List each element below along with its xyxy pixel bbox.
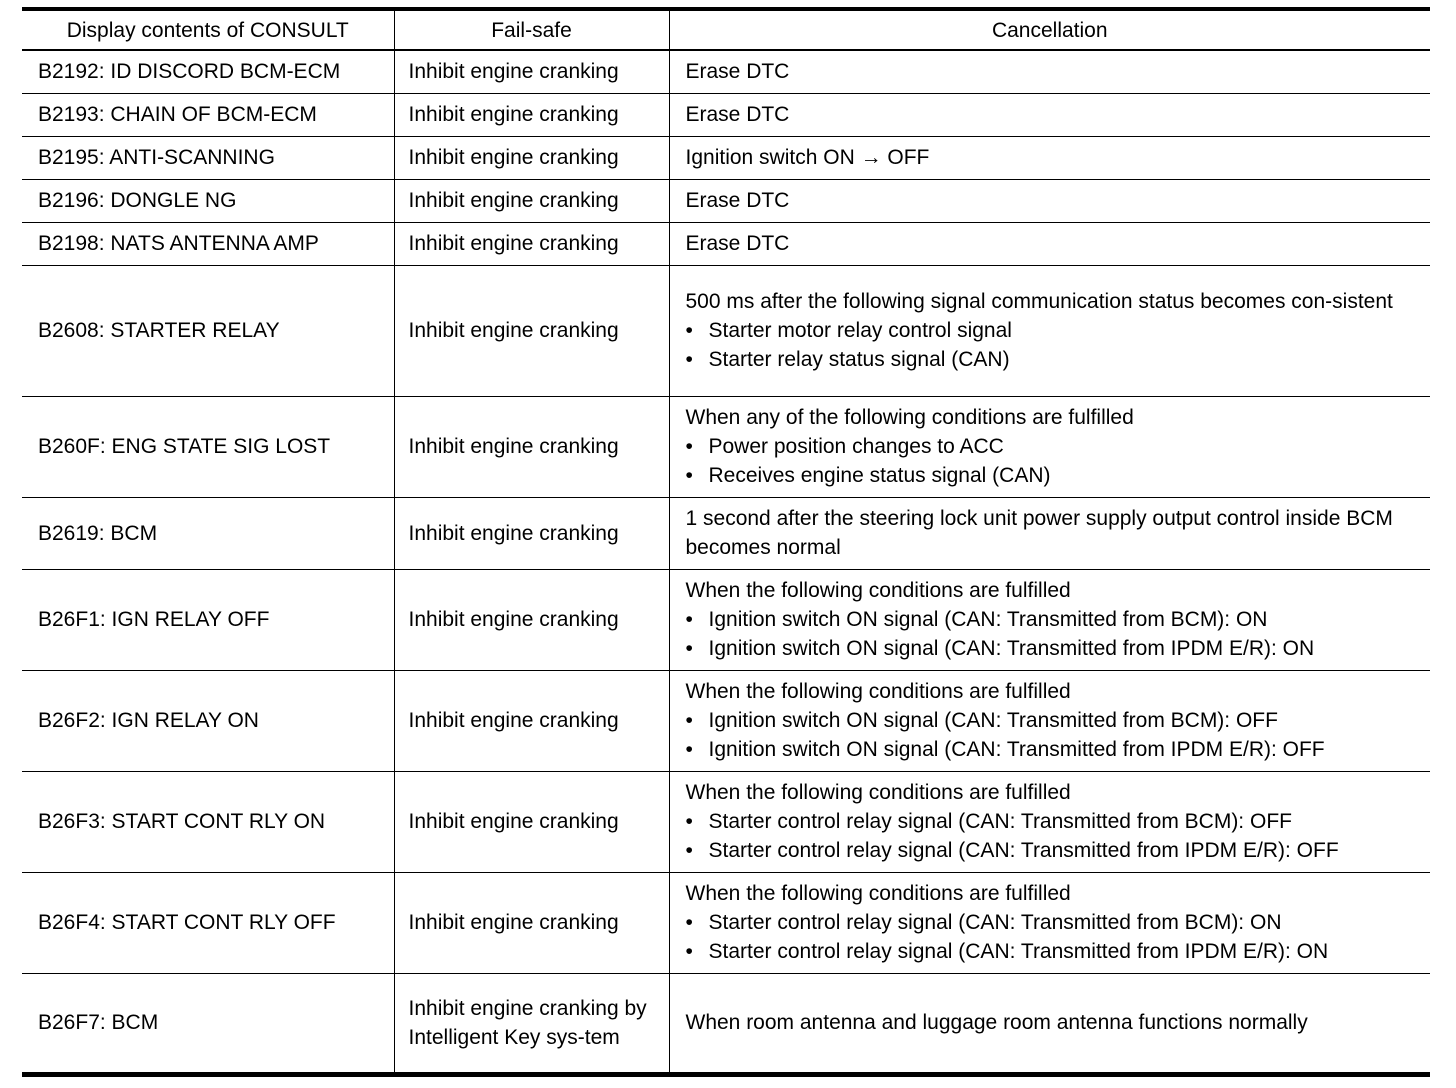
cancellation-text: Ignition switch ON → OFF — [685, 146, 930, 169]
header-cancellation: Cancellation — [669, 9, 1430, 50]
table-row — [22, 222, 1430, 265]
display-contents-cell: B26F4: START CONT RLY OFF — [22, 872, 394, 973]
display-contents-cell: B2195: ANTI-SCANNING — [22, 136, 394, 179]
fail-safe-cell: Inhibit engine cranking — [394, 179, 669, 222]
fail-safe-cell: Inhibit engine cranking — [394, 497, 669, 569]
fail-safe-cell: Inhibit engine cranking — [394, 136, 669, 179]
cancellation-bullet: • Starter control relay signal (CAN: Transmitted from BCM): ON — [686, 908, 1417, 937]
cancellation-cell — [669, 872, 1430, 973]
header-fail-safe: Fail-safe — [394, 9, 669, 50]
table-row — [22, 265, 1430, 396]
fail-safe-cell: Inhibit engine cranking — [394, 771, 669, 872]
cancellation-cell — [669, 265, 1430, 396]
cancellation-text: When the following conditions are fulfilled — [685, 781, 1071, 804]
cancellation-cell — [669, 670, 1430, 771]
display-contents-cell: B26F7: BCM — [22, 973, 394, 1074]
cancellation-cell — [669, 396, 1430, 497]
table-row — [22, 497, 1430, 569]
table-row — [22, 136, 1430, 179]
table-row — [22, 771, 1430, 872]
fail-safe-cell: Inhibit engine cranking — [394, 93, 669, 136]
cancellation-text: 1 second after the steering lock unit power supply output control inside BCM becomes normal — [685, 507, 1393, 559]
cancellation-text: When room antenna and luggage room antenna functions normally — [685, 1011, 1308, 1034]
cancellation-text: 500 ms after the following signal communication status becomes con-sistent — [685, 290, 1393, 313]
table-row — [22, 396, 1430, 497]
display-contents-cell: B2196: DONGLE NG — [22, 179, 394, 222]
header-display-contents: Display contents of CONSULT — [22, 9, 394, 50]
cancellation-bullet: • Receives engine status signal (CAN) — [686, 461, 1417, 490]
cancellation-cell — [669, 222, 1430, 265]
header-row — [22, 9, 1430, 50]
cancellation-text: When the following conditions are fulfilled — [685, 882, 1071, 905]
cancellation-text: When the following conditions are fulfilled — [685, 579, 1071, 602]
table-row — [22, 569, 1430, 670]
cancellation-text: Erase DTC — [685, 189, 790, 212]
cancellation-text: When any of the following conditions are fulfilled — [685, 406, 1134, 429]
cancellation-text: Erase DTC — [685, 60, 790, 84]
fail-safe-cell: Inhibit engine cranking — [394, 222, 669, 265]
cancellation-text: Erase DTC — [685, 232, 790, 255]
cancellation-cell — [669, 771, 1430, 872]
cancellation-bullet: • Power position changes to ACC — [686, 432, 1417, 461]
fail-safe-cell: Inhibit engine cranking — [394, 50, 669, 93]
table-row — [22, 50, 1430, 93]
cancellation-cell — [669, 569, 1430, 670]
cancellation-bullet: • Starter control relay signal (CAN: Transmitted from IPDM E/R): ON — [686, 937, 1417, 966]
cancellation-text: When the following conditions are fulfilled — [685, 680, 1071, 703]
cancellation-cell — [669, 179, 1430, 222]
display-contents-cell: B26F2: IGN RELAY ON — [22, 670, 394, 771]
display-contents-cell: B260F: ENG STATE SIG LOST — [22, 396, 394, 497]
display-contents-cell: B2619: BCM — [22, 497, 394, 569]
cancellation-bullet: • Ignition switch ON signal (CAN: Transmitted from BCM): ON — [686, 605, 1417, 634]
cancellation-bullet: • Ignition switch ON signal (CAN: Transmitted from IPDM E/R): ON — [686, 634, 1417, 663]
cancellation-cell — [669, 50, 1430, 93]
cancellation-text: Erase DTC — [685, 103, 790, 126]
fail-safe-cell: Inhibit engine cranking — [394, 396, 669, 497]
cancellation-bullet: • Starter control relay signal (CAN: Transmitted from IPDM E/R): OFF — [686, 836, 1417, 865]
fail-safe-cell: Inhibit engine cranking — [394, 670, 669, 771]
cancellation-bullet: • Ignition switch ON signal (CAN: Transmitted from BCM): OFF — [686, 706, 1417, 735]
table-row — [22, 670, 1430, 771]
fail-safe-cell: Inhibit engine cranking — [394, 265, 669, 396]
fail-safe-table — [22, 7, 1430, 1077]
table-row — [22, 872, 1430, 973]
cancellation-cell — [669, 93, 1430, 136]
cancellation-bullet: • Starter relay status signal (CAN) — [686, 345, 1417, 374]
table-row — [22, 973, 1430, 1074]
display-contents-cell: B2608: STARTER RELAY — [22, 265, 394, 396]
fail-safe-cell: Inhibit engine cranking — [394, 872, 669, 973]
table-row — [22, 93, 1430, 136]
cancellation-bullet: • Starter control relay signal (CAN: Transmitted from BCM): OFF — [686, 807, 1417, 836]
display-contents-cell: B2193: CHAIN OF BCM-ECM — [22, 93, 394, 136]
fail-safe-cell: Inhibit engine cranking — [394, 569, 669, 670]
cancellation-cell — [669, 136, 1430, 179]
fail-safe-cell: Inhibit engine cranking by Intelligent Key sys-tem — [394, 973, 669, 1074]
cancellation-cell — [669, 973, 1430, 1074]
cancellation-bullet: • Ignition switch ON signal (CAN: Transmitted from IPDM E/R): OFF — [686, 735, 1417, 764]
display-contents-cell: B2198: NATS ANTENNA AMP — [22, 222, 394, 265]
display-contents-cell: B26F3: START CONT RLY ON — [22, 771, 394, 872]
display-contents-cell: B26F1: IGN RELAY OFF — [22, 569, 394, 670]
table-row — [22, 179, 1430, 222]
cancellation-cell — [669, 497, 1430, 569]
display-contents-cell: B2192: ID DISCORD BCM-ECM — [22, 50, 394, 93]
cancellation-bullet: • Starter motor relay control signal — [686, 316, 1417, 345]
